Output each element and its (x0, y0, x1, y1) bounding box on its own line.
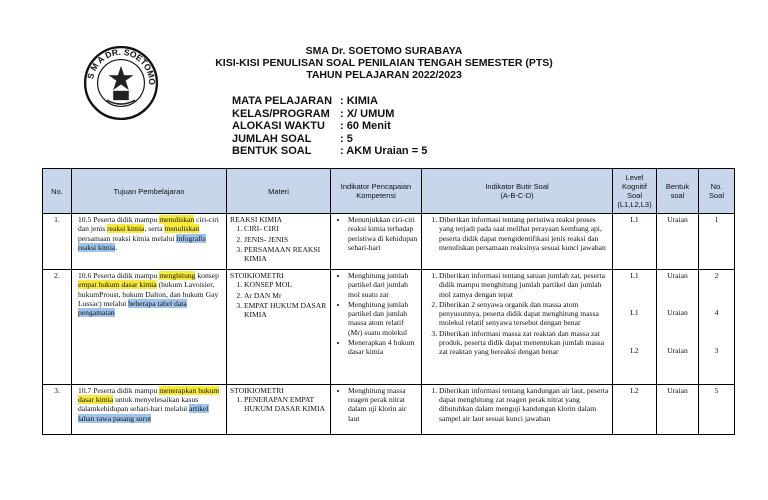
ibs-item: 3. Diberikan informasi massa zat reaktan dan massa zat produk, peserta didik dapat menentukan jumlah massa zat reaktan yang bereaksi dengan benar (439, 329, 609, 357)
ibs-cell (422, 214, 613, 270)
meta-key: ALOKASI WAKTU (232, 120, 325, 132)
ibs-item: 2. Diberikan 2 senyawa organik dan massa atom penyusunnya, peserta didik dapat menghitung massa molekul relatif senyawa tersebut dengan benar (439, 300, 609, 328)
materi-item: 2. Ar DAN Mr (244, 291, 327, 300)
row-number: 1. (43, 214, 72, 270)
col-header-level: Level Kognitif Soal (L1,L2,L3) (613, 169, 657, 214)
level-cell: L2 (613, 384, 657, 434)
meta-key: KELAS/PROGRAM (232, 107, 330, 120)
meta-value: : X/ UMUM (340, 107, 395, 120)
materi-item: 3. EMPAT HUKUM DASAR KIMIA (244, 301, 327, 320)
level-cell: L1 L1 L2 (613, 270, 657, 385)
col-header-indikator-butir: Indikator Butir Soal (A-B-C-D) (422, 169, 613, 214)
col-header-nosoal: No. Soal (699, 169, 735, 214)
ipk-item: • Menghitung massa reagen perak nitrat dalam uji klorin air laut (348, 386, 418, 423)
col-header-tujuan: Tujuan Pembelajaran (72, 169, 227, 214)
materi-cell (227, 384, 331, 434)
bentuk-cell: Uraian (657, 214, 699, 270)
tujuan-cell: 10.5 Peserta didik mampu menuliskan ciri-ciri dan jenis reaksi kimia, serta menuliskan persamaan reaksi kimia melalui infografis reaksi kimia. (72, 214, 227, 270)
materi-item: 1. CIRI- CIRI (244, 224, 327, 233)
ibs-item: 1. Diberikan informasi tentang satuan jumlah zat, peserta didik mampu menghitung jumlah partikel dan jumlah mol zatnya dengan tepat (439, 271, 609, 299)
meta-value: : KIMIA (340, 95, 378, 107)
meta-row (232, 145, 427, 158)
materi-item: 2. JENIS- JENIS (244, 235, 327, 244)
meta-value: : 60 Menit (340, 120, 391, 132)
meta-row (232, 95, 427, 108)
table-header-row (43, 169, 735, 214)
meta-row (232, 108, 427, 121)
ibs-item: 1. Diberikan informasi tentang peristiwa reaksi proses yang terjadi pada saat melihat perayaan kembang api, peserta didik dapat mengidentifikasi jenis reaksi dan menuliskan persamaan reaksinya sesuai kunci jawaban (439, 215, 609, 252)
document-title: KISI-KISI PENULISAN SOAL PENILAIAN TENGAH SEMESTER (PTS) (215, 57, 553, 69)
materi-item: 1. PENERAPAN EMPAT HUKUM DASAR KIMIA (244, 395, 327, 414)
kisi-kisi-table (42, 168, 735, 435)
materi-title: STOIKIOMETRI (230, 385, 284, 395)
ipk-cell (331, 384, 422, 434)
level-cell: L1 (613, 214, 657, 270)
nosoal-cell: 2 4 3 (699, 270, 735, 385)
meta-value: : 5 (340, 132, 353, 145)
materi-item: 1. KONSEP MOL (244, 280, 327, 289)
meta-key: BENTUK SOAL (232, 145, 312, 157)
ipk-cell (331, 214, 422, 270)
tujuan-cell: 10.6 Peserta didik mampu menghitung konsep empat hukum dasar kimia (hukum Lavoisier, hukumProust, hukum Dalton, dan hukum Gay Lussac) melalui beberapa tabel data pengamatan (72, 270, 227, 385)
academic-year: TAHUN PELAJARAN 2022/2023 (306, 69, 462, 81)
ibs-cell (422, 270, 613, 385)
table-row (43, 384, 735, 434)
ipk-item: • Menghitung jumlah partikel dan jumlah massa atom relatif (Mr) suatu molekul (348, 300, 418, 337)
materi-cell (227, 214, 331, 270)
col-header-indikator-pencapaian: Indikator Pencapaian Kompetensi (331, 169, 422, 214)
meta-key: JUMLAH SOAL (232, 132, 312, 145)
col-header-materi: Materi (227, 169, 331, 214)
document-meta (232, 95, 427, 158)
bentuk-cell: Uraian Uraian Uraian (657, 270, 699, 385)
meta-row (232, 120, 427, 133)
ipk-cell (331, 270, 422, 385)
col-header-no: No. (43, 169, 72, 214)
materi-title: REAKSI KIMIA (230, 215, 283, 224)
col-header-bentuk: Bentuk soal (657, 169, 699, 214)
table-row (43, 270, 735, 385)
ipk-item: • Menghitung jumlah partikel dari jumlah mol suatu zat (348, 271, 418, 299)
ibs-cell (422, 384, 613, 434)
nosoal-cell: 1 (699, 214, 735, 270)
meta-key: MATA PELAJARAN (232, 95, 333, 107)
svg-text:S M A DR. SOETOMO: S M A DR. SOETOMO (85, 46, 158, 86)
nosoal-cell: 5 (699, 384, 735, 434)
tujuan-cell: 10.7 Peserta didik mampu menerapkan hukum dasar kimia untuk menyelesaikan kasus dalamkehidupan sehari-hari melalui artikel lahan rawa pasang surut (72, 384, 227, 434)
school-name: SMA Dr. SOETOMO SURABAYA (305, 45, 463, 57)
meta-row (232, 133, 427, 146)
row-number: 2. (43, 270, 72, 385)
materi-item: 3. PERSAMAAN REAKSI KIMIA (244, 245, 327, 264)
meta-value: : AKM Uraian = 5 (340, 145, 428, 157)
materi-title: STOIKIOMETRI (230, 271, 284, 280)
ipk-item: • Menunjukkan ciri-ciri reaksi kimia terhadap peristiwa di kehidupan sehari-hari (348, 215, 418, 252)
row-number: 3. (43, 384, 72, 434)
ibs-item: 1. Diberikan informasi tentang kandungan air laut, peserta dapat menghitung zat reagen perak nitrat yang dibutuhkan dalam menguji kandungan klorin dalam sampel air laut sesuai kunci jawaban (439, 386, 609, 423)
table-row (43, 214, 735, 270)
ipk-item: • Menerapkan 4 hukum dasar kimia (348, 338, 418, 357)
materi-cell (227, 270, 331, 385)
bentuk-cell: Uraian (657, 384, 699, 434)
